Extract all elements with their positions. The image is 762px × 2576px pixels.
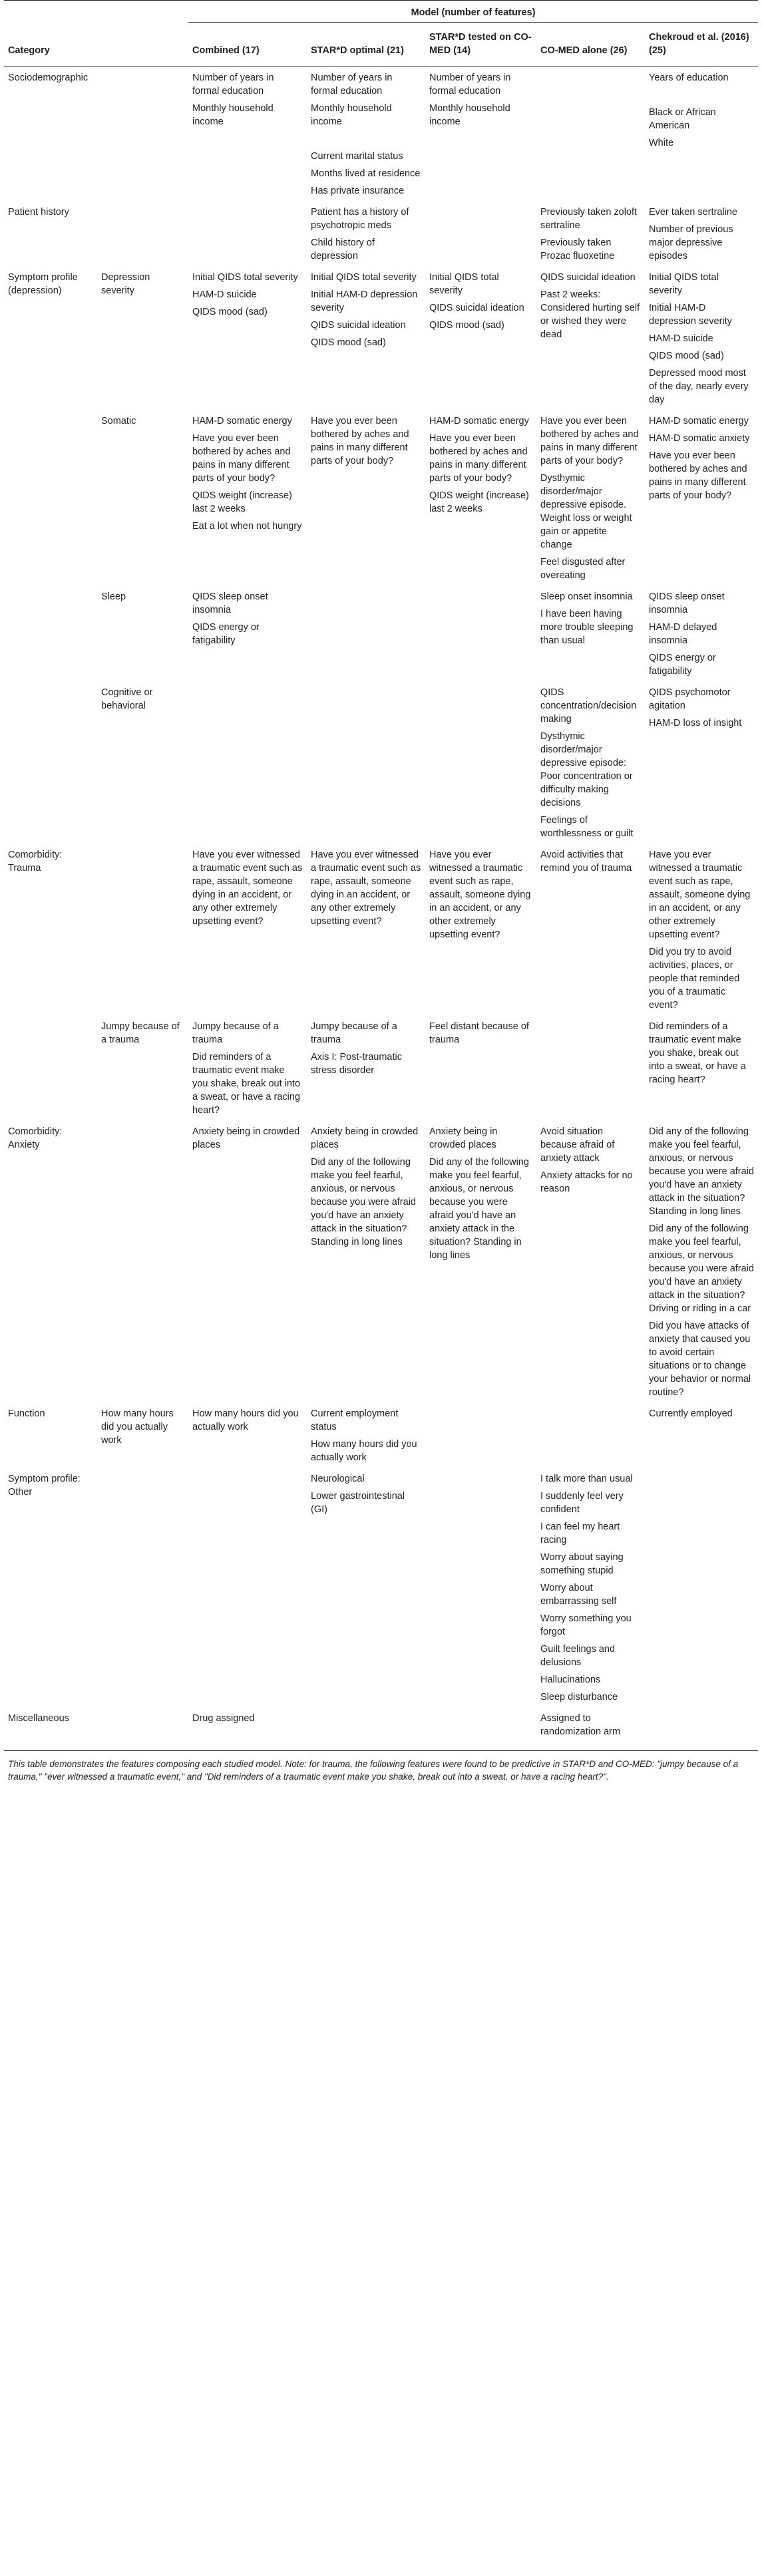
feature-item: QIDS psychomotor agitation xyxy=(649,687,731,711)
feature-cell xyxy=(307,267,425,410)
subcategory-cell xyxy=(97,1121,188,1403)
feature-item: Avoid activities that remind you of trauma xyxy=(540,850,632,874)
category-cell: Symptom profile (depression) xyxy=(8,272,78,296)
feature-cell xyxy=(307,586,425,682)
feature-item: Dysthymic disorder/major depressive episode. Weight loss or weight gain or appetite change xyxy=(540,473,632,550)
subcategory-cell xyxy=(97,1708,188,1751)
subcategory-cell: How many hours did you actually work xyxy=(101,1408,174,1446)
feature-item: Did you try to avoid activities, places, or people that reminded you of a traumatic event? xyxy=(649,947,740,1011)
feature-item: Have you ever been bothered by aches and pains in many different parts of your body? xyxy=(649,450,747,501)
feature-cell xyxy=(645,1121,758,1403)
feature-item: HAM-D delayed insomnia xyxy=(649,622,717,646)
feature-item: QIDS sleep onset insomnia xyxy=(649,591,725,615)
table-row xyxy=(4,1468,758,1708)
feature-cell xyxy=(188,1468,307,1708)
feature-item xyxy=(649,88,754,106)
feature-item: HAM-D somatic anxiety xyxy=(649,433,750,444)
feature-item: Hallucinations xyxy=(540,1675,601,1685)
feature-item: Jumpy because of a trauma xyxy=(311,1021,397,1045)
feature-item: QIDS suicidal ideation xyxy=(311,320,406,331)
feature-item: Neurological xyxy=(311,1474,365,1484)
model-header: CO-MED alone (26) xyxy=(536,23,645,67)
subcategory-cell xyxy=(97,844,188,1016)
feature-item: Dysthymic disorder/major depressive episode: Poor concentration or difficulty making decisions xyxy=(540,731,633,808)
feature-item: QIDS weight (increase) last 2 weeks xyxy=(429,490,529,514)
feature-cell xyxy=(645,682,758,844)
feature-item: HAM-D loss of insight xyxy=(649,718,742,728)
feature-cell xyxy=(188,1403,307,1468)
feature-cell xyxy=(536,682,645,844)
feature-item: Current marital status xyxy=(311,151,403,162)
feature-cell xyxy=(188,267,307,410)
feature-item: QIDS suicidal ideation xyxy=(540,272,636,283)
feature-item: Past 2 weeks: Considered hurting self or wished they were dead xyxy=(540,289,640,340)
feature-item: QIDS mood (sad) xyxy=(192,307,268,317)
feature-cell xyxy=(536,1708,645,1751)
feature-cell xyxy=(425,410,536,586)
feature-item: Did any of the following make you feel fearful, anxious, or nervous because you were afraid you'd have an anxiety attack in the situation? Standing in long lines xyxy=(311,1157,416,1247)
feature-item: Worry about saying something stupid xyxy=(540,1552,624,1576)
feature-item: I talk more than usual xyxy=(540,1474,633,1484)
model-header: Combined (17) xyxy=(188,23,307,67)
feature-cell xyxy=(536,1121,645,1403)
feature-item: Have you ever witnessed a traumatic event such as rape, assault, someone dying in an accident, or any other extremely upsetting event? xyxy=(311,850,421,927)
feature-cell xyxy=(645,844,758,1016)
feature-item: Did reminders of a traumatic event make you shake, break out into a sweat, or have a racing heart? xyxy=(192,1052,301,1116)
subcategory-cell: Cognitive or behavioral xyxy=(101,687,153,711)
feature-cell xyxy=(425,202,536,267)
feature-item: I can feel my heart racing xyxy=(540,1522,620,1545)
feature-item: Anxiety attacks for no reason xyxy=(540,1170,633,1194)
category-cell xyxy=(4,410,97,586)
feature-cell xyxy=(188,410,307,586)
feature-cell xyxy=(307,1708,425,1751)
category-cell: Sociodemographic xyxy=(8,73,89,83)
feature-item: Has private insurance xyxy=(311,186,405,196)
model-header: Chekroud et al. (2016) (25) xyxy=(645,23,758,67)
feature-cell xyxy=(645,202,758,267)
feature-cell xyxy=(425,1121,536,1403)
feature-item: Have you ever been bothered by aches and pains in many different parts of your body? xyxy=(429,433,528,484)
table-row xyxy=(4,202,758,267)
feature-item: QIDS suicidal ideation xyxy=(429,303,524,313)
feature-cell xyxy=(307,410,425,586)
feature-cell xyxy=(645,1403,758,1468)
table-row xyxy=(4,67,758,202)
feature-item: Assigned to randomization arm xyxy=(540,1713,621,1737)
feature-item: How many hours did you actually work xyxy=(311,1439,417,1463)
feature-item: Currently employed xyxy=(649,1408,733,1419)
feature-item: Axis I: Post-traumatic stress disorder xyxy=(311,1052,402,1076)
feature-item: Lower gastrointestinal (GI) xyxy=(311,1491,405,1515)
table-row xyxy=(4,1708,758,1751)
feature-item: Worry about embarrassing self xyxy=(540,1583,617,1607)
feature-item: Did reminders of a traumatic event make you shake, break out into a sweat, or have a racing heart? xyxy=(649,1021,746,1085)
feature-cell xyxy=(307,1121,425,1403)
feature-item: Anxiety being in crowded places xyxy=(192,1126,300,1150)
category-cell: Function xyxy=(8,1408,45,1419)
feature-item: Initial QIDS total severity xyxy=(429,272,499,296)
feature-item: Jumpy because of a trauma xyxy=(192,1021,279,1045)
feature-item: QIDS mood (sad) xyxy=(429,320,504,331)
model-header: STAR*D tested on CO-MED (14) xyxy=(425,23,536,67)
feature-item: Initial QIDS total severity xyxy=(192,272,298,283)
feature-item: Black or African American xyxy=(649,107,716,131)
feature-item: Anxiety being in crowded places xyxy=(429,1126,498,1150)
feature-cell xyxy=(188,1016,307,1121)
category-cell xyxy=(4,682,97,844)
feature-item: Have you ever been bothered by aches and pains in many different parts of your body? xyxy=(540,416,639,466)
feature-item: Have you ever been bothered by aches and pains in many different parts of your body? xyxy=(311,416,409,466)
table-row xyxy=(4,410,758,586)
feature-cell xyxy=(307,67,425,202)
feature-cell xyxy=(307,202,425,267)
feature-item: QIDS mood (sad) xyxy=(649,351,724,361)
feature-cell xyxy=(307,1468,425,1708)
category-header: Category xyxy=(4,23,188,67)
category-cell: Patient history xyxy=(8,207,69,218)
table-row xyxy=(4,586,758,682)
feature-item: QIDS energy or fatigability xyxy=(649,653,716,677)
feature-item xyxy=(311,132,421,150)
feature-item: Monthly household income xyxy=(429,103,510,127)
table-row xyxy=(4,1403,758,1468)
feature-item: HAM-D suicide xyxy=(649,333,713,344)
feature-item: Initial QIDS total severity xyxy=(311,272,417,283)
table-row xyxy=(4,1121,758,1403)
feature-item: Feelings of worthlessness or guilt xyxy=(540,815,634,839)
feature-item: Number of years in formal education xyxy=(311,73,393,96)
table-row xyxy=(4,267,758,410)
feature-item: Sleep onset insomnia xyxy=(540,591,633,602)
feature-cell xyxy=(307,1403,425,1468)
feature-cell xyxy=(425,586,536,682)
feature-item: QIDS weight (increase) last 2 weeks xyxy=(192,490,292,514)
feature-item: QIDS concentration/decision making xyxy=(540,687,637,724)
subcategory-cell: Depression severity xyxy=(101,272,150,296)
feature-cell xyxy=(188,586,307,682)
feature-cell xyxy=(425,682,536,844)
feature-item: Drug assigned xyxy=(192,1713,255,1724)
feature-cell xyxy=(307,844,425,1016)
subcategory-cell: Jumpy because of a trauma xyxy=(101,1021,180,1045)
feature-item: Years of education xyxy=(649,73,729,83)
feature-item: Previously taken Prozac fluoxetine xyxy=(540,238,615,261)
feature-cell xyxy=(425,1708,536,1751)
feature-item: Worry something you forgot xyxy=(540,1613,632,1637)
feature-cell xyxy=(188,844,307,1016)
feature-item: Have you ever been bothered by aches and pains in many different parts of your body? xyxy=(192,433,291,484)
feature-item: How many hours did you actually work xyxy=(192,1408,299,1432)
feature-cell xyxy=(645,1016,758,1121)
feature-item: Did any of the following make you feel fearful, anxious, or nervous because you were afraid you'd have an anxiety attack in the situation? Driving or riding in a car xyxy=(649,1223,754,1314)
feature-cell xyxy=(536,586,645,682)
feature-item: Guilt feelings and delusions xyxy=(540,1644,616,1668)
feature-item: HAM-D somatic energy xyxy=(649,416,749,426)
category-cell: Comorbidity: Anxiety xyxy=(8,1126,63,1150)
category-cell: Miscellaneous xyxy=(4,1708,97,1751)
subcategory-cell xyxy=(97,1468,188,1708)
feature-cell xyxy=(425,67,536,202)
feature-item: Ever taken sertraline xyxy=(649,207,737,218)
feature-item: Months lived at residence xyxy=(311,168,421,179)
feature-cell xyxy=(188,67,307,202)
feature-item: Monthly household income xyxy=(192,103,274,127)
feature-cell xyxy=(425,1403,536,1468)
column-header-row xyxy=(4,23,758,67)
feature-item: Initial HAM-D depression severity xyxy=(311,289,418,313)
feature-cell xyxy=(536,410,645,586)
feature-item: Initial QIDS total severity xyxy=(649,272,719,296)
feature-item: Current employment status xyxy=(311,1408,399,1432)
table-row xyxy=(4,682,758,844)
feature-item: QIDS sleep onset insomnia xyxy=(192,591,268,615)
feature-item: Depressed mood most of the day, nearly every day xyxy=(649,368,749,405)
feature-cell xyxy=(188,1708,307,1751)
feature-item: Did any of the following make you feel fearful, anxious, or nervous because you were afraid you'd have an anxiety attack in the situation? Standing in long lines xyxy=(429,1157,529,1261)
table-row xyxy=(4,844,758,1016)
table-row xyxy=(4,1016,758,1121)
feature-item: Anxiety being in crowded places xyxy=(311,1126,419,1150)
feature-cell xyxy=(307,682,425,844)
feature-item: Number of years in formal education xyxy=(192,73,274,96)
feature-cell xyxy=(425,267,536,410)
feature-item: Feel disgusted after overeating xyxy=(540,557,626,581)
feature-table-container xyxy=(4,0,758,1783)
feature-item: Did you have attacks of anxiety that caused you to avoid certain situations or to change your behavior or normal routine? xyxy=(649,1321,751,1398)
subcategory-cell xyxy=(97,67,188,202)
feature-cell xyxy=(536,844,645,1016)
feature-cell xyxy=(645,267,758,410)
feature-cell xyxy=(425,1016,536,1121)
feature-cell xyxy=(307,1016,425,1121)
feature-item: QIDS energy or fatigability xyxy=(192,622,260,646)
features-table xyxy=(4,0,758,1751)
feature-item: QIDS mood (sad) xyxy=(311,337,386,348)
feature-item: Patient has a history of psychotropic meds xyxy=(311,207,409,231)
feature-item: Did any of the following make you feel fearful, anxious, or nervous because you were afraid you'd have an anxiety attack in the situation? Standing in long lines xyxy=(649,1126,754,1217)
feature-item: Have you ever witnessed a traumatic event such as rape, assault, someone dying in an accident, or any other extremely upsetting event? xyxy=(192,850,303,927)
feature-item: Number of previous major depressive episodes xyxy=(649,224,733,261)
category-cell: Symptom profile: Other xyxy=(8,1474,81,1498)
subcategory-cell: Somatic xyxy=(101,416,136,426)
table-body xyxy=(4,67,758,1751)
feature-item: Child history of depression xyxy=(311,238,375,261)
feature-item: Feel distant because of trauma xyxy=(429,1021,529,1045)
feature-cell xyxy=(188,1121,307,1403)
feature-cell xyxy=(536,267,645,410)
subcategory-cell xyxy=(97,202,188,267)
feature-cell xyxy=(645,410,758,586)
feature-cell xyxy=(645,1708,758,1751)
model-group-header: Model (number of features) xyxy=(188,1,758,23)
feature-cell xyxy=(536,1468,645,1708)
category-cell xyxy=(4,1016,97,1121)
feature-cell xyxy=(188,202,307,267)
feature-cell xyxy=(188,682,307,844)
feature-item: Avoid situation because afraid of anxiety attack xyxy=(540,1126,615,1164)
category-cell: Comorbidity: Trauma xyxy=(8,850,63,874)
feature-item: I suddenly feel very confident xyxy=(540,1491,624,1515)
feature-cell xyxy=(645,67,758,202)
feature-cell xyxy=(536,1403,645,1468)
feature-cell xyxy=(425,1468,536,1708)
feature-cell xyxy=(425,844,536,1016)
feature-item: Have you ever witnessed a traumatic event such as rape, assault, someone dying in an accident, or any other extremely upsetting event? xyxy=(429,850,531,940)
feature-cell xyxy=(536,1016,645,1121)
feature-item: Sleep disturbance xyxy=(540,1692,618,1702)
feature-item: Monthly household income xyxy=(311,103,392,127)
feature-item: HAM-D somatic energy xyxy=(429,416,529,426)
feature-cell xyxy=(536,202,645,267)
feature-item: HAM-D somatic energy xyxy=(192,416,292,426)
feature-item: HAM-D suicide xyxy=(192,289,257,300)
feature-item: Previously taken zoloft sertraline xyxy=(540,207,638,231)
feature-cell xyxy=(645,586,758,682)
table-footnote: This table demonstrates the features composing each studied model. Note: for trauma, the following features were found to be predictive in STAR*D and CO-MED: "jumpy because of a trauma," "ever witnessed a traumatic event," and "Did reminders of a traumatic event make you shake, break out into a sweat, or have a racing heart?". xyxy=(8,1759,739,1782)
feature-item: White xyxy=(649,138,674,148)
feature-item: Have you ever witnessed a traumatic event such as rape, assault, someone dying in an accident, or any other extremely upsetting event? xyxy=(649,850,751,940)
group-header-row xyxy=(4,1,758,23)
feature-cell xyxy=(645,1468,758,1708)
feature-item: I have been having more trouble sleeping than usual xyxy=(540,609,634,646)
model-header: STAR*D optimal (21) xyxy=(307,23,425,67)
feature-item: Eat a lot when not hungry xyxy=(192,521,302,532)
feature-cell xyxy=(536,67,645,202)
category-cell xyxy=(4,586,97,682)
subcategory-cell: Sleep xyxy=(101,591,126,602)
feature-item: Number of years in formal education xyxy=(429,73,511,96)
feature-item: Initial HAM-D depression severity xyxy=(649,303,732,327)
